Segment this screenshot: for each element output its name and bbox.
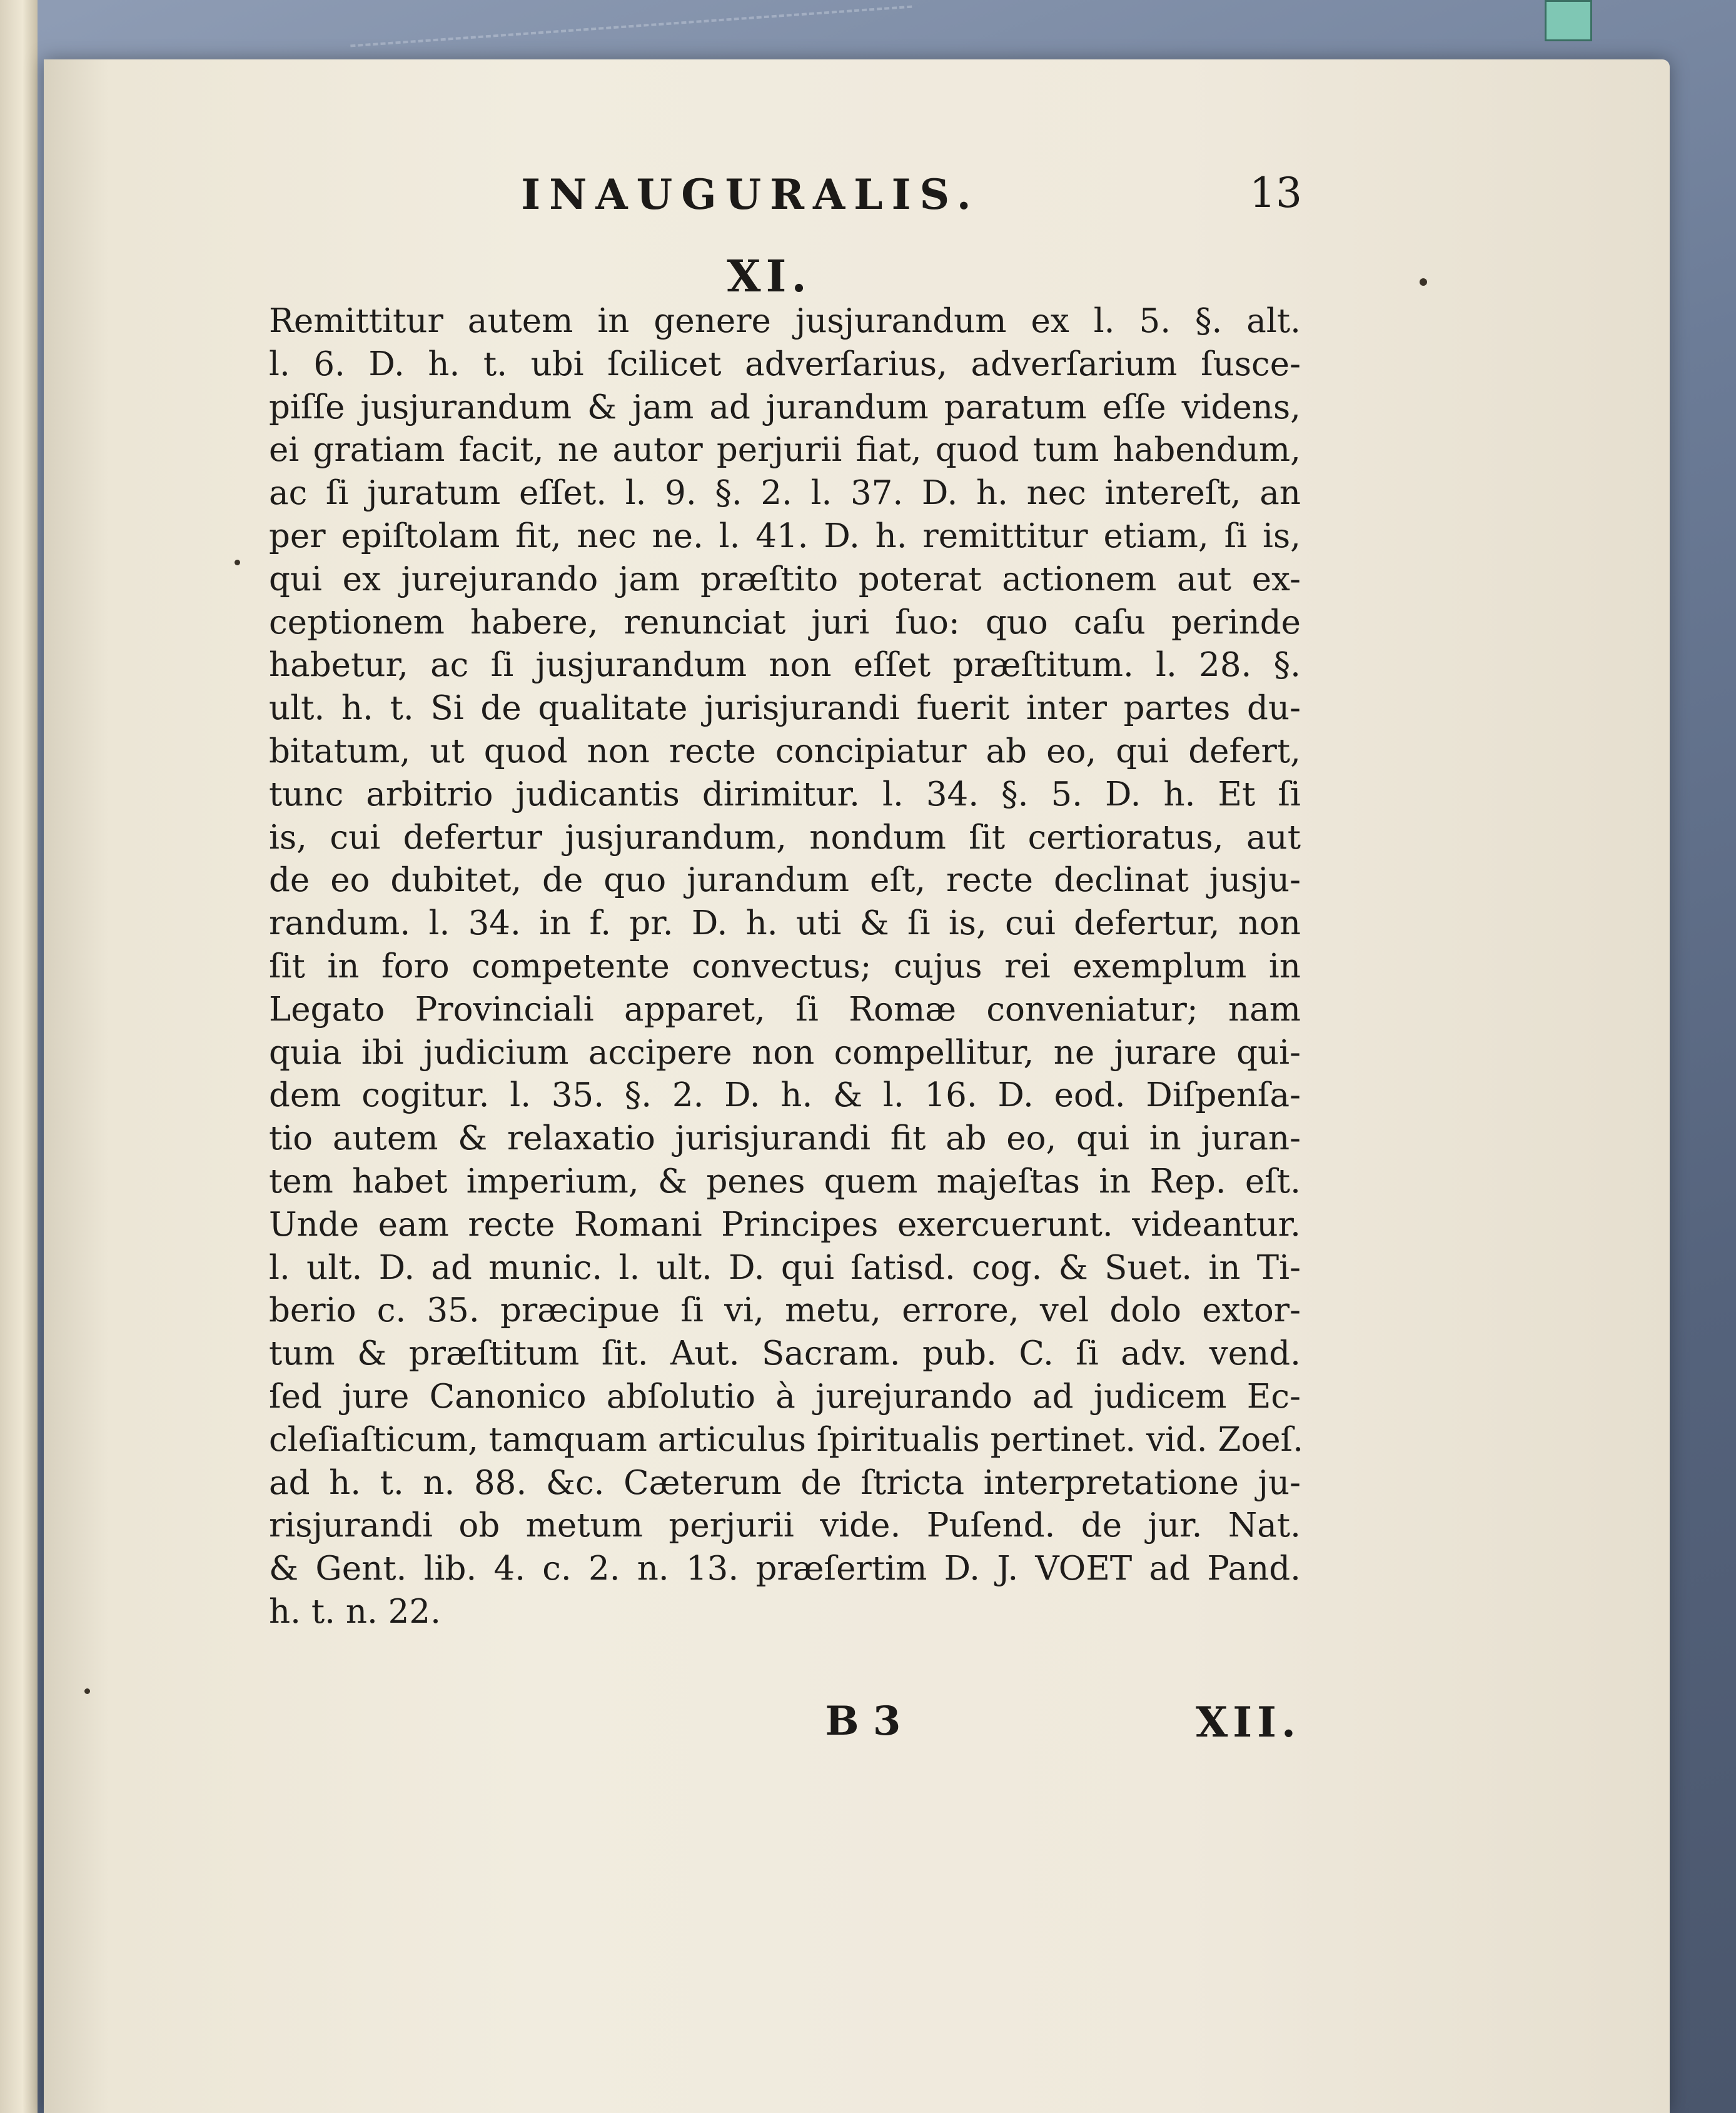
- ink-speck: [84, 1688, 90, 1694]
- running-head: INAUGURALIS.: [521, 170, 980, 219]
- text-line: is, cui defertur jusjurandum, nondum ſit certioratus, aut: [269, 818, 1301, 857]
- text-line: l. 6. D. h. t. ubi ſcilicet adverſarius, adverſarium ſusce-: [269, 345, 1301, 383]
- text-line: ad h. t. n. 88. &c. Cæterum de ſtricta interpretatione ju-: [269, 1463, 1301, 1502]
- text-line: Remittitur autem in genere jusjurandum ex l. 5. §. alt.: [269, 302, 1301, 340]
- text-line: l. ult. D. ad munic. l. ult. D. qui ſatisd. cog. & Suet. in Ti-: [269, 1248, 1301, 1287]
- text-line: risjurandi ob metum perjurii vide. Puſend. de jur. Nat.: [269, 1506, 1301, 1545]
- text-line: ceptionem habere, renunciat juri ſuo: quo caſu perinde: [269, 603, 1301, 642]
- text-line: berio c. 35. præcipue ſi vi, metu, errore, vel dolo extor-: [269, 1291, 1301, 1330]
- text-line: & Gent. lib. 4. c. 2. n. 13. præſertim D. J. VOET ad Pand.: [269, 1550, 1301, 1588]
- ink-speck: [235, 560, 240, 565]
- signature-mark: B 3: [825, 1698, 901, 1745]
- ink-speck: [1420, 278, 1427, 286]
- text-line: dem cogitur. l. 35. §. 2. D. h. & l. 16. D. eod. Diſpenſa-: [269, 1076, 1301, 1115]
- text-line: piſſe jusjurandum & jam ad jurandum paratum eſſe videns,: [269, 388, 1301, 426]
- text-line: ac ſi juratum eſſet. l. 9. §. 2. l. 37. D. h. nec intereſt, an: [269, 474, 1301, 513]
- text-line: de eo dubitet, de quo jurandum eſt, recte declinat jusju-: [269, 861, 1301, 900]
- text-line: habetur, ac ſi jusjurandum non eſſet præſtitum. l. 28. §.: [269, 646, 1301, 685]
- text-line: ult. h. t. Si de qualitate jurisjurandi fuerit inter partes du-: [269, 689, 1301, 728]
- text-line: h. t. n. 22.: [269, 1592, 441, 1631]
- text-line: Unde eam recte Romani Principes exercuerunt. videantur.: [269, 1205, 1301, 1244]
- text-line: Legato Provinciali apparet, ſi Romæ conveniatur; nam: [269, 990, 1301, 1029]
- left-page-edge: [0, 0, 38, 2113]
- page-number: 13: [1249, 169, 1302, 217]
- section-heading: XI.: [727, 250, 812, 302]
- text-line: tem habet imperium, & penes quem majeſtas in Rep. eſt.: [269, 1162, 1301, 1201]
- text-line: ſed jure Canonico abſolutio à jurejurando ad judicem Ec-: [269, 1377, 1301, 1416]
- text-line: tunc arbitrio judicantis dirimitur. l. 34. §. 5. D. h. Et ſi: [269, 775, 1301, 814]
- text-line: qui ex jurejurando jam præſtito poterat actionem aut ex-: [269, 560, 1301, 598]
- text-line: quia ibi judicium accipere non compellitur, ne jurare qui-: [269, 1033, 1301, 1072]
- text-line: ſit in foro competente convectus; cujus rei exemplum in: [269, 947, 1301, 986]
- text-line: randum. l. 34. in f. pr. D. h. uti & ſi is, cui defertur, non: [269, 904, 1301, 943]
- text-line: tio autem & relaxatio jurisjurandi fit ab eo, qui in juran-: [269, 1119, 1301, 1158]
- text-line: per epiſtolam fit, nec ne. l. 41. D. h. remittitur etiam, ſi is,: [269, 517, 1301, 555]
- text-line: tum & præſtitum ſit. Aut. Sacram. pub. C. ſi adv. vend.: [269, 1334, 1301, 1373]
- bookmark-tab: [1545, 0, 1592, 41]
- text-line: bitatum, ut quod non recte concipiatur ab eo, qui defert,: [269, 732, 1301, 770]
- body-text: [269, 300, 1304, 1634]
- text-line: ei gratiam facit, ne autor perjurii fiat, quod tum habendum,: [269, 431, 1301, 470]
- catchword: XII.: [1196, 1698, 1301, 1747]
- text-line: cleſiaſticum, tamquam articulus ſpiritualis pertinet. vid. Zoeſ.: [269, 1420, 1304, 1459]
